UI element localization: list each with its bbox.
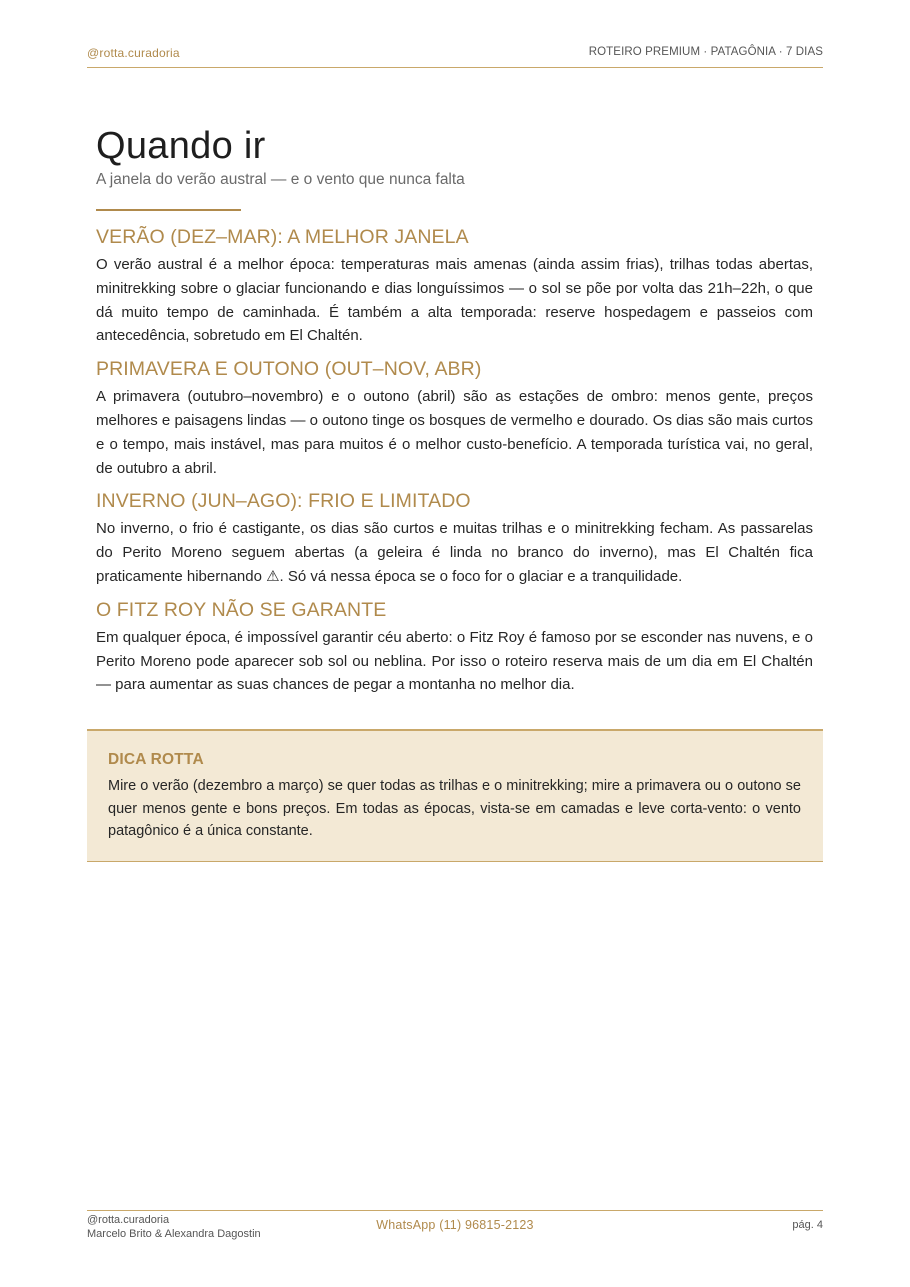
page-footer [87,1210,823,1242]
title-divider [96,209,241,211]
section-spring-autumn [96,357,813,480]
section-heading: O FITZ ROY NÃO SE GARANTE [96,598,387,621]
page-subtitle: A janela do verão austral — e o vento que nunca falta [96,171,465,188]
section-fitz-roy [96,598,813,697]
main-content [96,225,813,706]
section-body: No inverno, o frio é castigante, os dias são curtos e muitas trilhas e o minitrekking fecham. As passarelas do Perito Moreno seguem abertas (a geleira é linda no branco do inverno), mas El Chaltén fica praticamente hibernando ⚠. Só vá nessa época se o foco for o glaciar e a tranquilidade. [96,520,813,585]
document-label: ROTEIRO PREMIUM · PATAGÔNIA · 7 DIAS [588,46,823,58]
section-body: A primavera (outubro–novembro) e o outono (abril) são as estações de ombro: menos gente, preços melhores e paisagens lindas — o outono tinge os bosques de vermelho e dourado. Os dias são mais curtos e o tempo, mais instável, mas para muitos é o melhor custo-benefício. A temporada turística vai, no geral, de outubro a abril. [96,388,813,477]
section-body: O verão austral é a melhor época: temperaturas mais amenas (ainda assim frias), trilhas todas abertas, minitrekking sobre o glaciar funcionando e dias longuíssimos — o sol se põe por volta das 21h–22h, o que dá muito tempo de caminhada. É também a alta temporada: reserve hospedagem e passeios com antecedência, sobretudo em El Chaltén. [96,256,813,345]
footer-brand: @rotta.curadoria [87,1214,170,1226]
tip-body: Mire o verão (dezembro a março) se quer todas as trilhas e o minitrekking; mire a primavera ou o outono se quer menos gente e bons preços. Em todas as épocas, vista-se em camadas e leve corta-vento: o vento patagônico é a única constante. [108,778,801,840]
section-body: Em qualquer época, é impossível garantir céu aberto: o Fitz Roy é famoso por se esconder nas nuvens, e o Perito Moreno pode aparecer sob sol ou neblina. Por isso o roteiro reserva mais de um dia em El Chaltén — para aumentar as suas chances de pegar a montanha no melhor dia. [96,628,813,694]
brand-handle: @rotta.curadoria [87,46,180,60]
section-winter [96,489,813,588]
tip-box [87,729,823,862]
page-title: Quando ir [96,125,266,167]
footer-authors: Marcelo Brito & Alexandra Dagostin [87,1227,261,1240]
title-block [96,124,813,211]
page-number: pág. 4 [792,1219,823,1231]
footer-contact: WhatsApp (11) 96815-2123 [376,1218,534,1232]
section-summer [96,225,813,348]
section-heading: PRIMAVERA E OUTONO (OUT–NOV, ABR) [96,358,482,381]
section-heading: INVERNO (JUN–AGO): FRIO E LIMITADO [96,490,471,513]
section-heading: VERÃO (DEZ–MAR): A MELHOR JANELA [96,226,469,248]
tip-heading: DICA ROTTA [108,751,204,768]
page-header [87,46,823,68]
